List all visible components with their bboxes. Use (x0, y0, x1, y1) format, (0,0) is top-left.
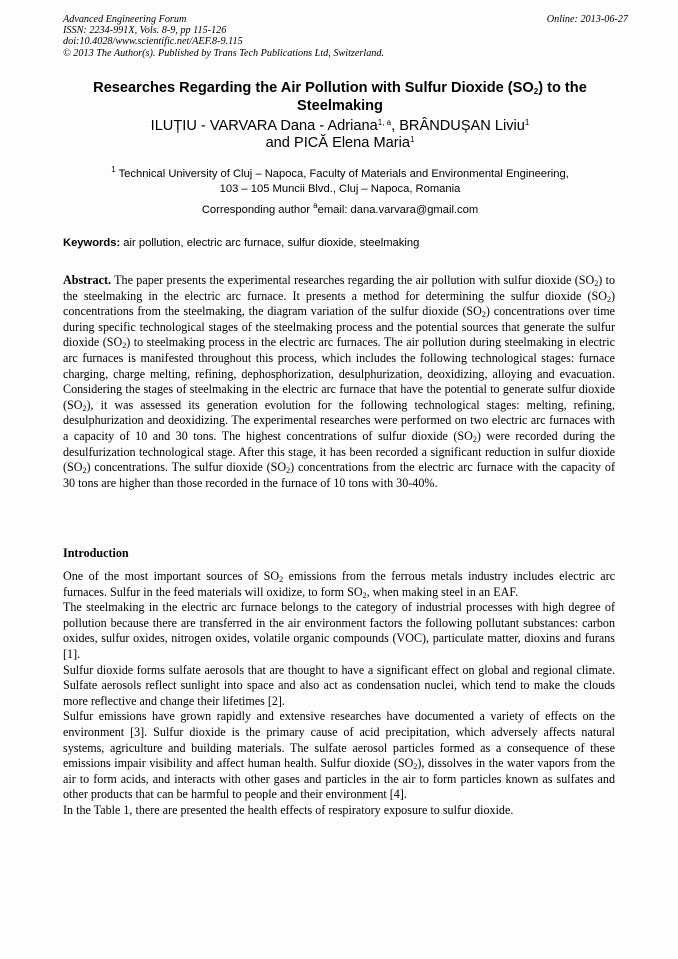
paper-title: Researches Regarding the Air Pollution with Sulfur Dioxide $(SO_2)$ to the Steelmaking (93, 80, 587, 114)
section-heading-introduction: Introduction (63, 546, 129, 560)
keywords-list: air pollution, electric arc furnace, sulfur dioxide, steelmaking (120, 237, 420, 249)
corresponding-author: Corresponding author $^a$email: dana.varvara@gmail.com (201, 201, 479, 216)
author-name: ILUȚIU - VARVARA Dana - Adriana (150, 118, 378, 134)
paragraph: Sulfur dioxide forms sulfate aerosols that are thought to have a significant effect on global and regional climate. Sulfate aerosols reflect sunlight into space and also act as condensation nuclei, which tend to make the clouds more reflective and change their lifetimes [2]. (63, 662, 615, 708)
paragraph: The steelmaking in the electric arc furnace belongs to the category of industrial processes with high degree of pollution because there are transferred in the air environment factors the following pollutant substances: carbon oxides, sulfur oxides, nitrogen oxides, volatile organic compounds (VOC), particulate matter, dioxins and furans [1]. (63, 600, 615, 661)
issn-line: ISSN: 2234-991X, Vols. 8-9, pp 115-126 (63, 25, 227, 37)
abstract-label: Abstract. (63, 273, 112, 287)
author-email: email: dana.varvara@gmail.com (317, 204, 479, 216)
journal-name: Advanced Engineering Forum (63, 14, 187, 25)
affiliation: $^1$ Technical University of Cluj – Napoca, Faculty of Materials and Environmental Engineering, 103 – 105 Muncii Blvd., Cluj – Napoca, Romania (111, 165, 569, 195)
paragraph: Sulfur emissions have grown rapidly and extensive researches have documented a variety of effects on the environment [3]. Sulfur dioxide is the primary cause of acid precipitation, which adversely affects natural systems, agriculture and building materials. The sulfate aerosol particles formed as a consequence of these emissions impair visibility and affect human health. Sulfur dioxide $(SO_2)$, dissolves in the water vapors from the air to form acids, and interacts with other gases and particles in the air to form particles known as sulfates and other products that can be harmful to people and their environment [4]. (63, 709, 615, 802)
online-date: Online: 2013-06-27 (546, 14, 628, 25)
journal-header (63, 14, 384, 59)
paragraph: One of the most important sources of $SO_2$ emissions from the ferrous metals industry includes electric arc furnaces. Sulfur in the feed materials will oxidize, to form $SO_2$, when making steel in an EAF. (63, 569, 615, 600)
doi-line: doi:10.4028/www.scientific.net/AEF.8-9.115 (63, 36, 243, 48)
author-name: PICĂ Elena Maria (293, 135, 410, 151)
author-name: BRÂNDUȘAN Liviu (399, 118, 525, 134)
keywords-label: Keywords: (63, 237, 121, 249)
copyright-line: © 2013 The Author(s). Published by Trans Tech Publications Ltd, Switzerland. (63, 47, 385, 59)
abstract: Abstract. The paper presents the experimental researches regarding the air pollution with sulfur dioxide $(SO_2)$ to the steelmaking in the electric arc furnace. It presents a method for determining the sulfur dioxide $(SO_2)$ concentrations from the steelmaking, the diagram variation of the sulfur dioxide $(SO_2)$ concentrations over time during specific technological stages of the steelmaking process and the potential sources that generate the sulfur dioxide $(SO_2)$ to steelmaking process in the electric arc furnaces. The air pollution during steelmaking in electric arc furnaces is manifested throughout this process, which includes the following technological stages: furnace charging, charge melting, refining, dephosphorization, desulphurization, deoxidizing, alloying and evacuation. Considering the stages of steelmaking in the electric arc furnace that have the potential to generate sulfur dioxide $(SO_2)$, it was assessed its generation evolution for the following technological stages: melting, refining, desulphurization and deoxidizing. The experimental researches were performed on two electric arc furnaces with a capacity of 10 and 30 tons. The highest concentrations of sulfur dioxide $(SO_2)$ were recorded during the desulfurization technological stage. After this stage, it has been recorded a significant reduction in sulfur dioxide $(SO_2)$ concentrations. The sulfur dioxide $(SO_2)$ concentrations from the electric arc furnace with the capacity of 30 tons are higher than those recorded in the furnace of 10 tons with 30-40%. (63, 273, 616, 490)
author-list: ILUȚIU - VARVARA Dana - Adriana$^{1, a}$, BRÂNDUȘAN Liviu$^1$ and PICĂ Elena Maria$^1$ (150, 118, 530, 151)
introduction-body (63, 569, 615, 819)
keywords (63, 237, 419, 249)
paragraph: In the Table 1, there are presented the health effects of respiratory exposure to sulfur dioxide. (63, 802, 514, 817)
